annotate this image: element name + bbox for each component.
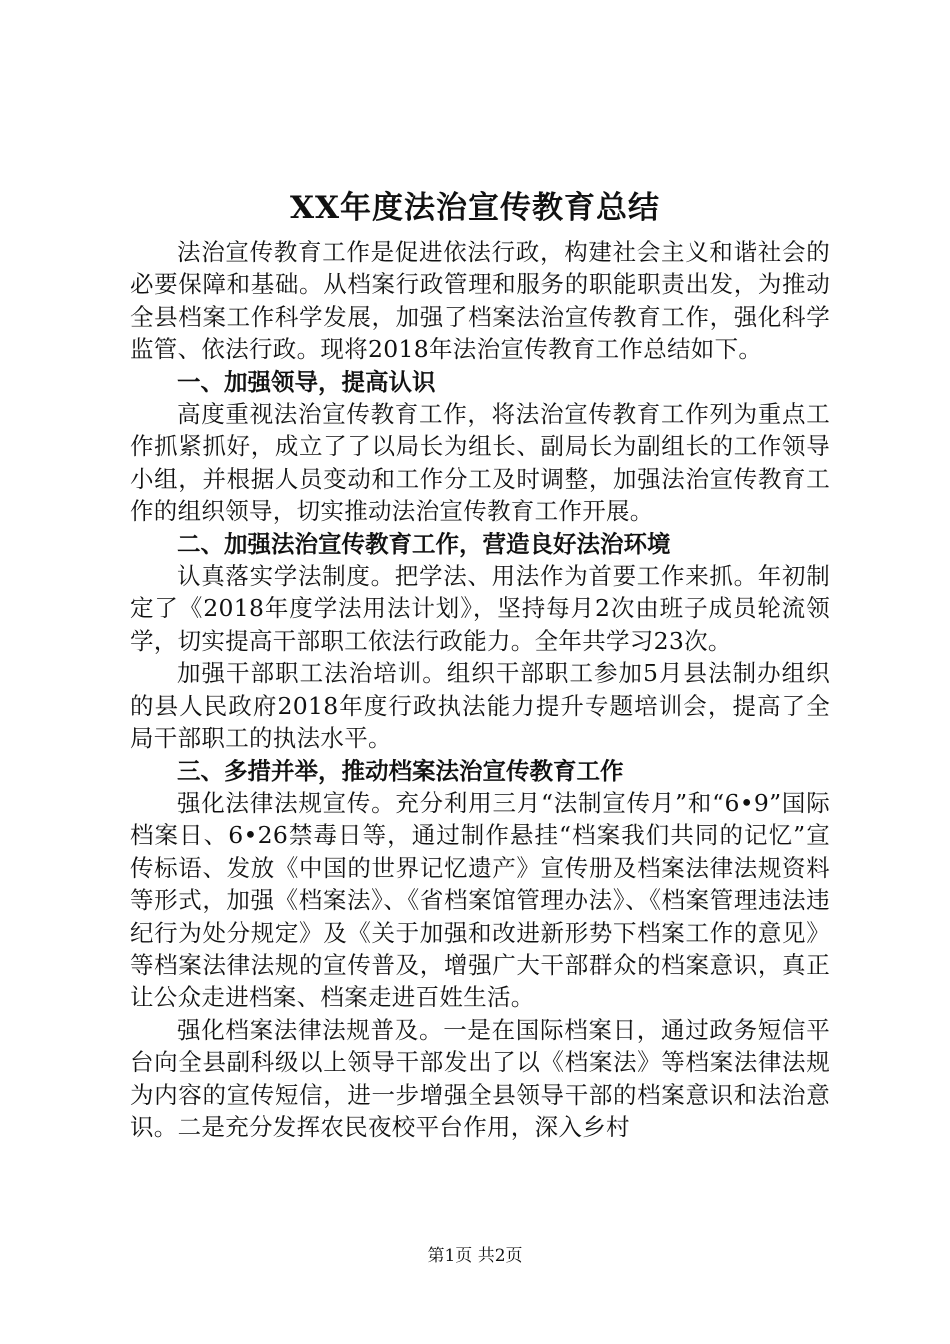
paragraph-section-3b: 强化档案法律法规普及。一是在国际档案日，通过政务短信平台向全县副科级以上领导干部发出了以《档案法》等档案法律法规为内容的宣传短信，进一步增强全县领导干部的档案意识和法治意识。二是充分发挥农民夜校平台作用，深入乡村 (130, 1015, 830, 1141)
paragraph-section-3a: 强化法律法规宣传。充分利用三月“法制宣传月”和“6•9”国际档案日、6•26禁毒日等，通过制作悬挂“档案我们共同的记忆”宣传标语、发放《中国的世界记忆遗产》宣传册及档案法律法规资料等形式，加强《档案法》、《省档案馆管理办法》、《档案管理违法违纪行为处分规定》及《关于加强和改进新形势下档案工作的意见》等档案法律法规的宣传普及，增强广大干部群众的档案意识，真正让公众走进档案、档案走进百姓生活。 (130, 788, 830, 1012)
section-heading-1: 一、加强领导，提高认识 (177, 367, 436, 396)
page-footer: 第1页 共2页 (427, 1246, 523, 1266)
section-heading-2: 二、加强法治宣传教育工作，营造良好法治环境 (177, 529, 671, 558)
paragraph-intro: 法治宣传教育工作是促进依法行政，构建社会主义和谐社会的必要保障和基础。从档案行政管理和服务的职能职责出发，为推动全县档案工作科学发展，加强了档案法治宣传教育工作，强化科学监管、依法行政。现将2018年法治宣传教育工作总结如下。 (130, 238, 830, 364)
section-heading-3: 三、多措并举，推动档案法治宣传教育工作 (177, 756, 624, 785)
paragraph-section-1: 高度重视法治宣传教育工作，将法治宣传教育工作列为重点工作抓紧抓好，成立了了以局长为组长、副局长为副组长的工作领导小组，并根据人员变动和工作分工及时调整，加强法治宣传教育工作的组织领导，切实推动法治宣传教育工作开展。 (130, 400, 830, 526)
document-title: XX年度法治宣传教育总结 (289, 190, 661, 226)
paragraph-section-2a: 认真落实学法制度。把学法、用法作为首要工作来抓。年初制定了《2018年度学法用法计划》，坚持每月2次由班子成员轮流领学，切实提高干部职工依法行政能力。全年共学习23次。 (130, 562, 830, 655)
paragraph-section-2b: 加强干部职工法治培训。组织干部职工参加5月县法制办组织的县人民政府2018年度行政执法能力提升专题培训会，提高了全局干部职工的执法水平。 (130, 659, 830, 753)
document-body (130, 236, 830, 1143)
